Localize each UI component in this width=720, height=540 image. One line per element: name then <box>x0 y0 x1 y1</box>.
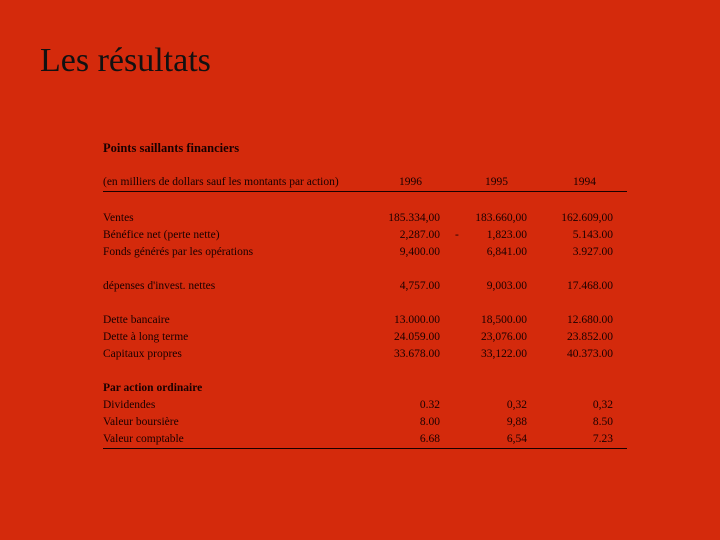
year-header-1995: 1995 <box>485 176 508 188</box>
table-row <box>103 244 627 261</box>
row-label: Ventes <box>103 212 134 224</box>
financial-highlights-table <box>103 140 627 449</box>
value-1996: 185.334,00 <box>388 212 440 224</box>
value-1996: 2,287.00 <box>399 229 440 241</box>
value-1994: 7.23 <box>592 433 613 445</box>
value-1996: 4,757.00 <box>399 280 440 292</box>
unit-label: (en milliers de dollars sauf les montants par action) <box>103 176 339 188</box>
value-1995: 1,823.00 <box>486 229 527 241</box>
value-1996: 33.678.00 <box>394 348 440 360</box>
table-row <box>103 227 627 244</box>
minus-sign: - <box>455 229 459 241</box>
table-row <box>103 431 627 448</box>
table-header-row <box>103 174 627 192</box>
value-1994: 5.143.00 <box>572 229 613 241</box>
group-operations <box>103 210 627 261</box>
value-1994: 3.927.00 <box>572 246 613 258</box>
value-1995: 6,54 <box>506 433 527 445</box>
value-1995: 0,32 <box>506 399 527 411</box>
value-1996: 24.059.00 <box>394 331 440 343</box>
row-label: Dette bancaire <box>103 314 170 326</box>
table-row <box>103 346 627 363</box>
group-debt-equity <box>103 312 627 363</box>
value-1996: 0.32 <box>419 399 440 411</box>
year-header-1994: 1994 <box>573 176 596 188</box>
table-row <box>103 210 627 227</box>
value-1995: 9,88 <box>506 416 527 428</box>
value-1995: 183.660,00 <box>475 212 527 224</box>
value-1994: 40.373.00 <box>567 348 613 360</box>
row-label: dépenses d'invest. nettes <box>103 280 216 292</box>
value-1995: 23,076.00 <box>481 331 527 343</box>
value-1995: 9,003.00 <box>486 280 527 292</box>
group-per-share <box>103 380 627 449</box>
table-row <box>103 329 627 346</box>
value-1996: 8.00 <box>419 416 440 428</box>
table-heading: Points saillants financiers <box>103 141 240 155</box>
value-1994: 23.852.00 <box>567 331 613 343</box>
value-1994: 0,32 <box>592 399 613 411</box>
table-row <box>103 414 627 431</box>
section-heading: Par action ordinaire <box>103 382 203 394</box>
value-1996: 13.000.00 <box>394 314 440 326</box>
row-label: Valeur comptable <box>103 433 184 445</box>
row-label: Dividendes <box>103 399 156 411</box>
value-1995: 18,500.00 <box>481 314 527 326</box>
table-row <box>103 278 627 295</box>
row-label: Fonds générés par les opérations <box>103 246 254 258</box>
year-header-1996: 1996 <box>399 176 422 188</box>
value-1994: 12.680.00 <box>567 314 613 326</box>
row-label: Dette à long terme <box>103 331 189 343</box>
slide-title: Les résultats <box>40 42 211 79</box>
value-1995: 6,841.00 <box>486 246 527 258</box>
row-label: Bénéfice net (perte nette) <box>103 229 220 241</box>
value-1994: 17.468.00 <box>567 280 613 292</box>
value-1996: 6.68 <box>419 433 440 445</box>
value-1994: 162.609,00 <box>561 212 613 224</box>
row-label: Capitaux propres <box>103 348 182 360</box>
table-row <box>103 397 627 414</box>
group-investment <box>103 278 627 295</box>
table-row <box>103 312 627 329</box>
value-1994: 8.50 <box>592 416 613 428</box>
row-label: Valeur boursière <box>103 416 179 428</box>
value-1995: 33,122.00 <box>481 348 527 360</box>
value-1996: 9,400.00 <box>399 246 440 258</box>
